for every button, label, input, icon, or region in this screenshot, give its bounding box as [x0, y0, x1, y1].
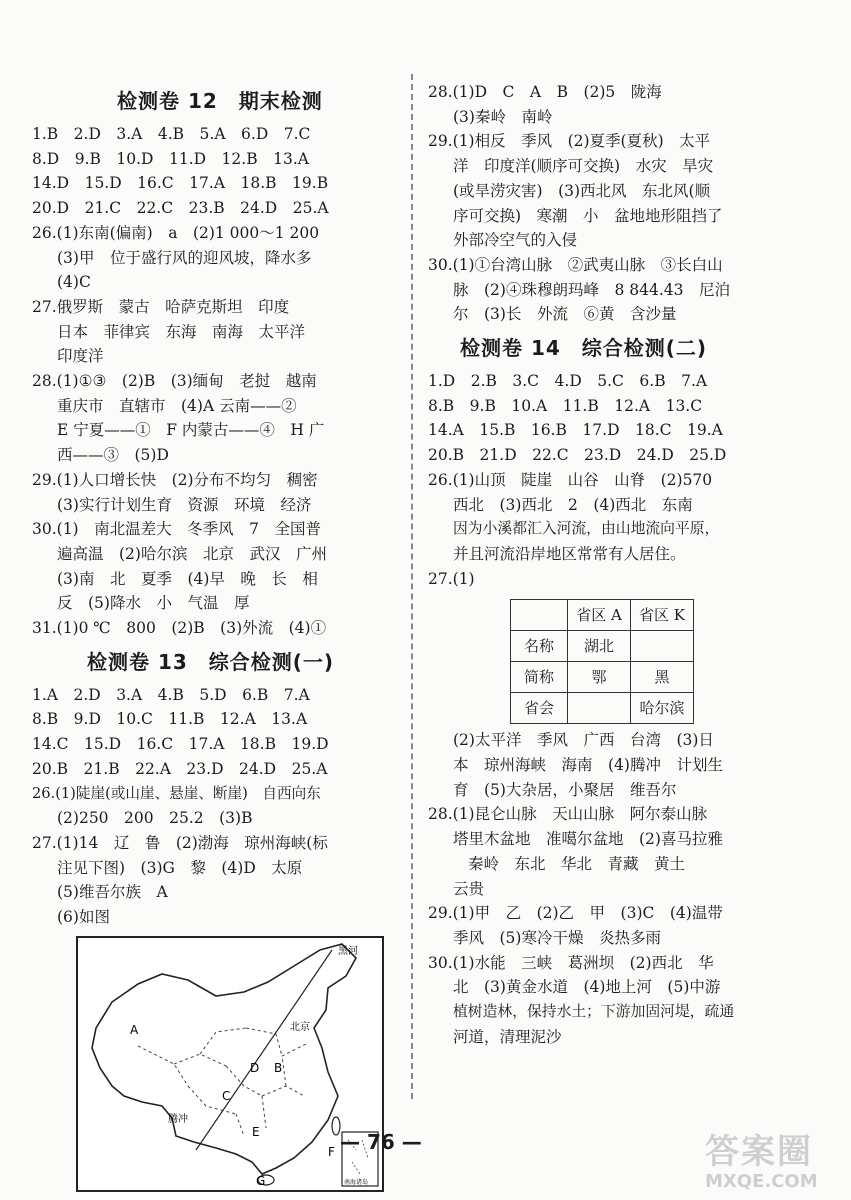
table-cell: 湖北 [568, 631, 631, 662]
column-divider [411, 74, 413, 1099]
answer-line: 26.(1)陡崖(或山崖、悬崖、断崖) 自西向东 [32, 784, 321, 802]
left-column [32, 80, 392, 1192]
answer-line: (3)实行计划生育 资源 环境 经济 [57, 495, 312, 514]
table-row [511, 631, 694, 662]
answer-line: 并且河流沿岸地区常常有人居住。 [453, 544, 686, 563]
answer-line: 28.(1)①③ (2)B (3)缅甸 老挝 越南 [32, 372, 317, 391]
answer-line: 西北 (3)西北 2 (4)西北 东南 [453, 495, 693, 514]
answer-line: (6)如图 [57, 908, 110, 927]
table-header-cell: 省区 A [568, 600, 631, 631]
province-table [510, 599, 694, 724]
answer-line: (5)维吾尔族 A [57, 883, 168, 902]
answer-line: 遍高温 (2)哈尔滨 北京 武汉 广州 [57, 544, 327, 563]
answer-line: 序可交换) 寒潮 小 盆地地形阻挡了 [453, 206, 723, 225]
answer-line: 26.(1)山顶 陡崖 山谷 山脊 (2)570 [428, 470, 713, 489]
answer-line: 20.B 21.D 22.C 23.D 24.D 25.D [428, 446, 727, 465]
label-d: D [250, 1060, 260, 1075]
watermark-url: MXQE.COM [705, 1171, 818, 1192]
answer-line: 20.D 21.C 22.C 23.B 24.D 25.A [32, 199, 329, 218]
answer-line: 30.(1) 南北温差大 冬季风 7 全国普 [32, 520, 321, 539]
label-tengchong: 腾冲 [168, 1113, 188, 1125]
section-title-12: 检测卷 12 期末检测 [117, 89, 323, 113]
label-inset: 南海诸岛 [344, 1178, 369, 1186]
label-a: A [130, 1022, 139, 1037]
answer-line: 30.(1)水能 三峡 葛洲坝 (2)西北 华 [428, 953, 714, 972]
section-title-14: 检测卷 14 综合检测(二) [460, 336, 708, 361]
table-cell [631, 631, 694, 662]
answer-line: 29.(1)相反 季风 (2)夏季(夏秋) 太平 [428, 132, 711, 151]
section-title-13: 检测卷 13 综合检测(一) [87, 649, 335, 674]
table-cell: 名称 [511, 631, 568, 662]
answer-line: E 宁夏——① F 内蒙古——④ H 广 [57, 421, 325, 440]
answer-line: 8.D 9.B 10.D 11.D 12.B 13.A [32, 149, 309, 168]
page-number: — 76 — [340, 1130, 422, 1154]
answer-line: 26.(1)东南(偏南) a (2)1 000～1 200 [32, 223, 320, 242]
label-e: E [252, 1124, 260, 1139]
right-column [428, 80, 788, 1050]
answer-line: 植树造林，保持水土；下游加固河堤，疏通 [453, 1003, 735, 1021]
section-14-answers-continued [428, 728, 788, 1049]
answer-line: 塔里木盆地 准噶尔盆地 (2)喜马拉雅 [453, 830, 723, 849]
answer-line: 29.(1)人口增长快 (2)分布不均匀 稠密 [32, 470, 318, 489]
table-row [511, 662, 694, 693]
label-g: G [256, 1173, 266, 1188]
answer-line: (2)太平洋 季风 广西 台湾 (3)日 [453, 731, 714, 750]
answer-line: 西——③ (5)D [57, 446, 169, 465]
label-beijing: 北京 [290, 1021, 310, 1033]
answer-line: (4)C [57, 273, 91, 292]
answer-line: 重庆市 直辖市 (4)A 云南——② [57, 396, 297, 415]
label-b: B [274, 1060, 283, 1075]
answer-line: 外部冷空气的入侵 [453, 231, 578, 250]
answer-line: 29.(1)甲 乙 (2)乙 甲 (3)C (4)温带 [428, 904, 723, 923]
answer-line: 14.D 15.D 16.C 17.A 18.B 19.B [32, 174, 329, 193]
answer-line: 14.C 15.D 16.C 17.A 18.B 19.D [32, 735, 329, 754]
table-cell: 黑 [631, 662, 694, 693]
section-14-answers [428, 369, 788, 591]
answer-line: 27.俄罗斯 蒙古 哈萨克斯坦 印度 [32, 297, 290, 316]
table-cell [568, 693, 631, 724]
table-header-row [511, 600, 694, 631]
answer-line: 1.A 2.D 3.A 4.B 5.D 6.B 7.A [32, 685, 310, 704]
answer-line: 本 琼州海峡 海南 (4)腾冲 计划生 [453, 756, 723, 775]
answer-line: (2)250 200 25.2 (3)B [57, 809, 253, 828]
label-c: C [222, 1088, 231, 1103]
answer-line: 27.(1)14 辽 鲁 (2)渤海 琼州海峡(标 [32, 833, 328, 852]
answer-line: (3)秦岭 南岭 [453, 107, 553, 126]
answer-line: 尔 (3)长 外流 ⑥黄 含沙量 [453, 305, 677, 324]
watermark [705, 1132, 818, 1192]
table-row [511, 693, 694, 724]
answer-line: 31.(1)0 ℃ 800 (2)B (3)外流 (4)① [32, 619, 327, 638]
answer-line: 云贵 [453, 879, 485, 898]
answer-line: 反 (5)降水 小 气温 厚 [57, 594, 250, 613]
answer-line: 季风 (5)寒冷干燥 炎热多雨 [453, 928, 661, 947]
answer-line: (3)南 北 夏季 (4)早 晚 长 相 [57, 569, 318, 588]
answer-line: 27.(1) [428, 569, 475, 588]
answer-line: 北 (3)黄金水道 (4)地上河 (5)中游 [453, 978, 721, 997]
answer-line: 印度洋 [57, 347, 104, 366]
answer-line: (3)甲 位于盛行风的迎风坡，降水多 [57, 248, 312, 267]
answer-line: 脉 (2)④珠穆朗玛峰 8 844.43 尼泊 [453, 280, 730, 299]
answer-line: 28.(1)D C A B (2)5 陇海 [428, 83, 662, 101]
answer-line: 8.B 9.D 10.C 11.B 12.A 13.A [32, 710, 308, 729]
label-heihe: 黑河 [338, 945, 358, 957]
table-cell: 哈尔滨 [631, 693, 694, 724]
answer-line: 因为小溪都汇入河流，由山地流向平原， [453, 520, 720, 538]
answer-line: 28.(1)昆仑山脉 天山山脉 阿尔泰山脉 [428, 805, 708, 824]
table-cell: 简称 [511, 662, 568, 693]
section-12-continued [428, 80, 788, 327]
answer-line: 1.D 2.B 3.C 4.D 5.C 6.B 7.A [428, 372, 708, 391]
watermark-logo-text: 答案圈 [705, 1132, 813, 1172]
section-12-answers [32, 122, 392, 641]
answer-line: 8.B 9.B 10.A 11.B 12.A 13.C [428, 396, 703, 415]
china-map [76, 936, 384, 1192]
answer-line: 1.B 2.D 3.A 4.B 5.A 6.D 7.C [32, 125, 311, 143]
answer-line: 河道，清理泥沙 [453, 1027, 562, 1046]
section-13-answers [32, 683, 392, 930]
answer-line: (或旱涝灾害) (3)西北风 东北风(顺 [453, 181, 711, 200]
answer-line: 秦岭 东北 华北 青藏 黄土 [468, 854, 686, 873]
table-cell: 省会 [511, 693, 568, 724]
answer-line: 育 (5)大杂居，小聚居 维吾尔 [453, 780, 677, 799]
answer-line: 日本 菲律宾 东海 南海 太平洋 [57, 322, 306, 341]
table-header-cell [511, 600, 568, 631]
table-header-cell: 省区 K [631, 600, 694, 631]
answer-line: 14.A 15.B 16.B 17.D 18.C 19.A [428, 421, 723, 440]
table-cell: 鄂 [568, 662, 631, 693]
label-f: F [328, 1144, 335, 1159]
answer-line: 注见下图) (3)G 黎 (4)D 太原 [57, 858, 303, 877]
answer-line: 20.B 21.B 22.A 23.D 24.D 25.A [32, 759, 328, 778]
answer-line: 30.(1)①台湾山脉 ②武夷山脉 ③长白山 [428, 255, 723, 274]
answer-line: 洋 印度洋(顺序可交换) 水灾 旱灾 [453, 157, 714, 176]
